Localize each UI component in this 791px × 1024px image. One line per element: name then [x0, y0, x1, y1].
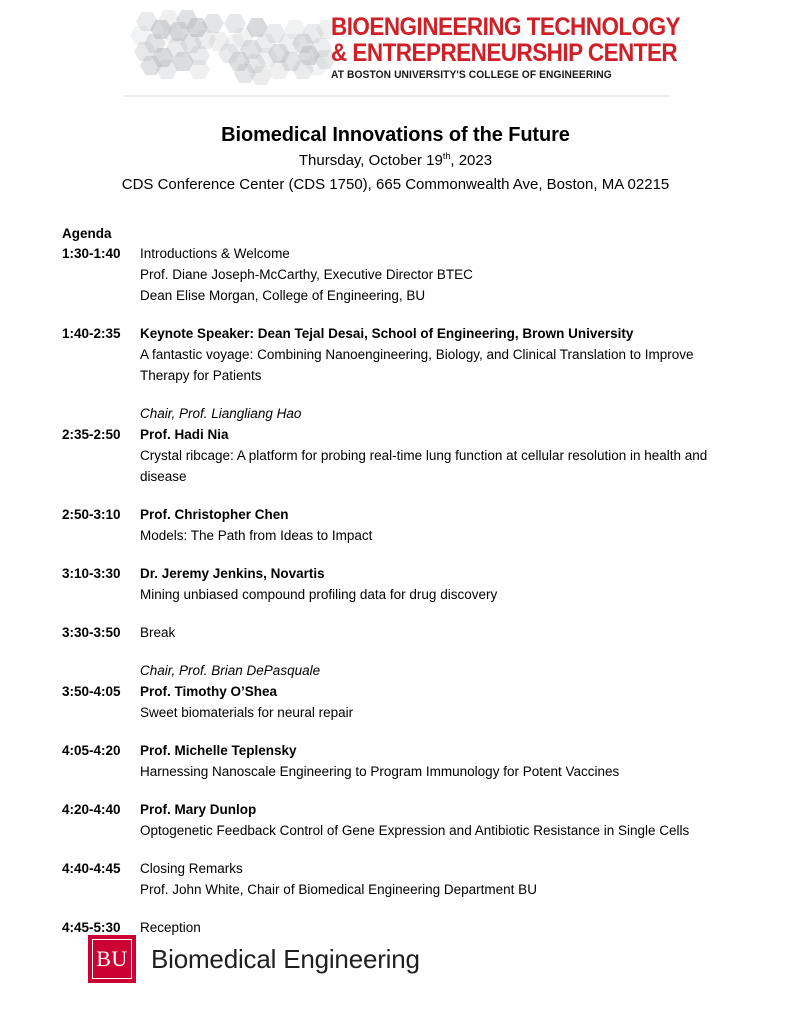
page-title: Biomedical Innovations of the Future [221, 124, 570, 146]
bu-logo-letters: BU [96, 946, 128, 971]
agenda-row-line: Prof. Christopher Chen [140, 507, 289, 522]
agenda-row [62, 563, 745, 605]
agenda-row [62, 424, 745, 487]
agenda-row-content [140, 660, 745, 681]
agenda-row-time: 4:05-4:20 [62, 743, 121, 758]
agenda-row-time: 3:30-3:50 [62, 625, 121, 640]
agenda-row-time: 3:10-3:30 [62, 566, 121, 581]
event-date [0, 149, 791, 173]
header-divider [124, 95, 670, 97]
agenda-row-line: Closing Remarks [140, 861, 243, 876]
event-location: CDS Conference Center (CDS 1750), 665 Commonwealth Ave, Boston, MA 02215 [121, 176, 670, 193]
agenda-row-time: 4:40-4:45 [62, 861, 121, 876]
agenda-row-line: Keynote Speaker: Dean Tejal Desai, School of Engineering, Brown University [140, 326, 634, 341]
agenda-row [62, 622, 745, 643]
agenda-row-time: 3:50-4:05 [62, 684, 121, 699]
agenda-row [62, 740, 745, 782]
agenda-row [62, 799, 745, 841]
agenda-row-line: Sweet biomaterials for neural repair [140, 705, 354, 720]
document-header [0, 0, 791, 96]
agenda-row-line: Mining unbiased compound profiling data for drug discovery [140, 587, 498, 602]
event-date-ordinal: th [442, 151, 451, 161]
btec-org-tagline: AT BOSTON UNIVERSITY'S COLLEGE OF ENGINEERING [331, 69, 612, 81]
event-date-prefix: Thursday, October 19 [298, 152, 443, 169]
agenda-row-line: Prof. Hadi Nia [140, 427, 229, 442]
agenda-row [62, 243, 745, 306]
department-label: Biomedical Engineering [151, 944, 420, 974]
agenda-row-line: Harnessing Nanoscale Engineering to Program Immunology for Potent Vaccines [140, 764, 620, 779]
agenda-row-line: Break [140, 625, 176, 640]
agenda-row-content [140, 681, 745, 723]
agenda-row-content [140, 504, 745, 546]
agenda-row-line: A fantastic voyage: Combining Nanoengineering, Biology, and Clinical Translation to Improve Therapy for Patients [140, 347, 694, 383]
agenda-row-content [140, 799, 745, 841]
agenda-row [62, 858, 745, 900]
agenda-row-line: Prof. Michelle Teplensky [140, 743, 297, 758]
bu-logo-icon [88, 935, 136, 983]
agenda-row-line: Chair, Prof. Brian DePasquale [140, 663, 321, 678]
agenda-row-line: Prof. Mary Dunlop [140, 802, 257, 817]
btec-wordmark [331, 13, 681, 82]
agenda-row-content [140, 243, 745, 306]
agenda-row-line: Crystal ribcage: A platform for probing real-time lung function at cellular resolution in health and disease [140, 448, 708, 484]
agenda-row-time: 2:50-3:10 [62, 507, 121, 522]
agenda-row-line: Models: The Path from Ideas to Impact [140, 528, 373, 543]
agenda-chair-row [62, 403, 745, 424]
bu-logo-border [92, 939, 132, 979]
agenda-row [62, 504, 745, 546]
title-block [0, 122, 791, 197]
agenda-row-content [140, 563, 745, 605]
agenda-row [62, 323, 745, 386]
agenda-row-content [140, 740, 745, 782]
agenda-row-line: Optogenetic Feedback Control of Gene Expression and Antibiotic Resistance in Single Cells [140, 823, 690, 838]
agenda-row-line: Dr. Jeremy Jenkins, Novartis [140, 566, 325, 581]
agenda-row-list [62, 243, 745, 938]
agenda-heading: Agenda [62, 226, 112, 241]
event-date-suffix: , 2023 [450, 152, 493, 169]
agenda-row [62, 681, 745, 723]
agenda-row-line: Dean Elise Morgan, College of Engineering, BU [140, 288, 426, 303]
agenda-row-time: 2:35-2:50 [62, 427, 121, 442]
btec-org-line-2: & ENTREPRENEURSHIP CENTER [331, 39, 678, 67]
agenda-row-time: 1:40-2:35 [62, 326, 121, 341]
agenda-chair-row [62, 660, 745, 681]
agenda-row-content [140, 424, 745, 487]
agenda-row-content [140, 622, 745, 643]
agenda-row-line: Chair, Prof. Liangliang Hao [140, 406, 302, 421]
agenda-section [0, 225, 791, 938]
agenda-row-time: 4:45-5:30 [62, 920, 121, 935]
agenda-row-line: Prof. Diane Joseph-McCarthy, Executive Director BTEC [140, 267, 473, 282]
agenda-row-line: Prof. John White, Chair of Biomedical Engineering Department BU [140, 882, 537, 897]
agenda-row-line: Introductions & Welcome [140, 246, 290, 261]
agenda-row-content [140, 858, 745, 900]
agenda-row-content [140, 323, 745, 386]
agenda-row-time: 4:20-4:40 [62, 802, 121, 817]
agenda-row-content [140, 403, 745, 424]
hexagon-cluster-icon [128, 4, 333, 94]
agenda-row-line: Reception [140, 920, 201, 935]
agenda-row-line: Prof. Timothy O’Shea [140, 684, 278, 699]
btec-org-line-1: BIOENGINEERING TECHNOLOGY [331, 13, 681, 41]
agenda-row-time: 1:30-1:40 [62, 246, 121, 261]
document-footer [88, 935, 420, 983]
